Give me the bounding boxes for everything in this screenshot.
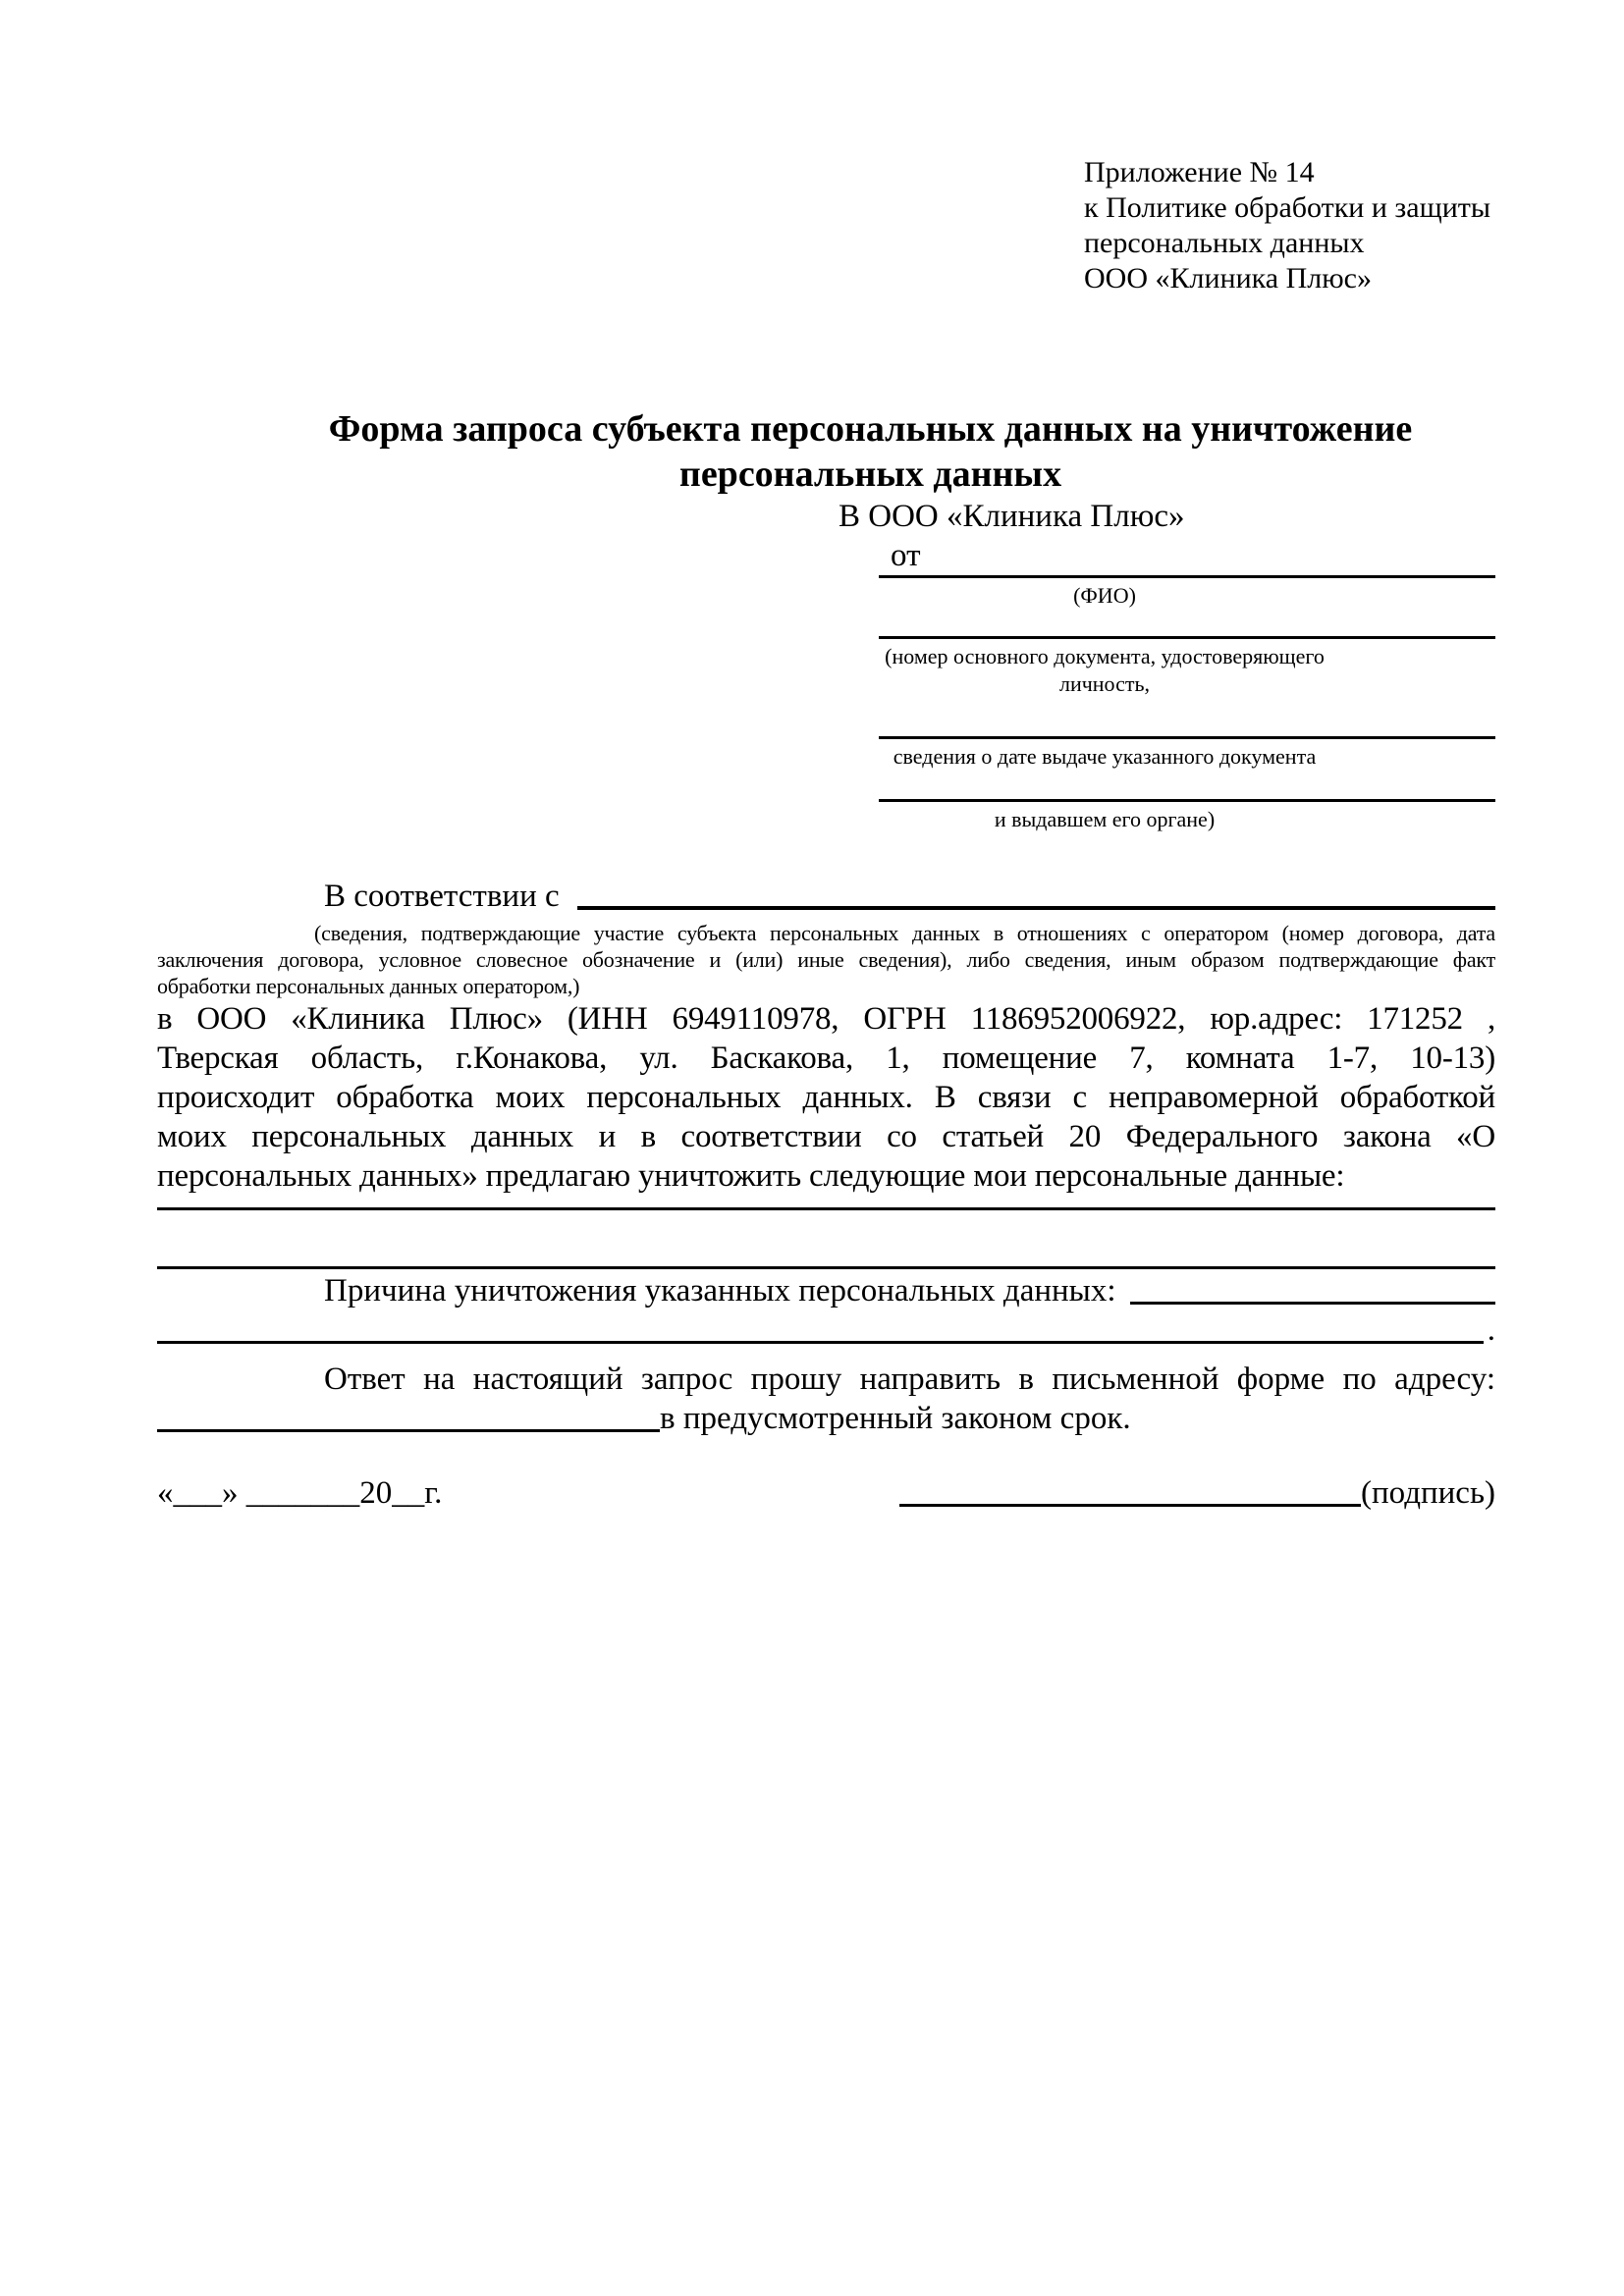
issuing-authority-caption: и выдавшем его органе) bbox=[994, 807, 1216, 831]
form-title-line: персональных данных bbox=[678, 454, 1062, 495]
addressee-from-label: от bbox=[891, 538, 921, 573]
accordance-write-line bbox=[577, 877, 1495, 910]
reply-request-text: Ответ на настоящий запрос прошу направить в письменной форме по адресу: bbox=[324, 1362, 1495, 1397]
document-number-caption: (номер основного документа, удостоверяющего личность, bbox=[885, 644, 1325, 696]
body-paragraph-line: Тверская область, г.Конакова, ул. Баскакова, 1, помещение 7, комната 1-7, 10-13) bbox=[157, 1041, 1495, 1076]
accordance-row bbox=[157, 877, 1495, 916]
issue-date-field bbox=[879, 736, 1495, 771]
date-blank: «___» _______20__г. bbox=[157, 1475, 443, 1511]
form-title bbox=[157, 406, 1495, 497]
issuing-authority-field bbox=[879, 799, 1495, 833]
appendix-header-line: Приложение № 14 bbox=[1084, 156, 1315, 188]
reply-address-write-line bbox=[157, 1399, 660, 1432]
reply-suffix: в предусмотренный законом срок. bbox=[660, 1401, 1131, 1436]
issue-date-caption: сведения о дате выдаче указанного документа bbox=[893, 744, 1317, 769]
body-paragraph-line: происходит обработка моих персональных данных. В связи с неправомерной обработкой bbox=[157, 1080, 1495, 1115]
accordance-note-line: обработки персональных данных оператором,) bbox=[157, 974, 580, 998]
addressee-organization: В ООО «Клиника Плюс» bbox=[839, 499, 1185, 534]
accordance-note-line: (сведения, подтверждающие участие субъекта персональных данных в отношениях с оператором (номер договора, дата bbox=[314, 921, 1495, 945]
body-paragraph-line: в ООО «Клиника Плюс» (ИНН 6949110978, ОГРН 1186952006922, юр.адрес: 171252 , bbox=[157, 1001, 1495, 1037]
sentence-period: . bbox=[1487, 1312, 1495, 1348]
reason-write-line bbox=[157, 1310, 1484, 1344]
signature-caption: (подпись) bbox=[1361, 1475, 1495, 1511]
body-paragraph-line: персональных данных» предлагаю уничтожить следующие мои персональные данные: bbox=[157, 1158, 1345, 1194]
reason-continuation-row bbox=[157, 1310, 1495, 1350]
appendix-header-line: персональных данных bbox=[1084, 227, 1365, 259]
accordance-note bbox=[157, 920, 1495, 999]
body-paragraph-line: моих персональных данных и в соответствии со статьей 20 Федерального закона «О bbox=[157, 1119, 1495, 1154]
personal-data-write-line bbox=[157, 1196, 1495, 1210]
fio-caption: (ФИО) bbox=[1073, 583, 1136, 608]
date-signature-row bbox=[157, 1473, 1495, 1513]
reason-write-line bbox=[1130, 1271, 1495, 1305]
reply-address-row bbox=[157, 1399, 1495, 1438]
reason-label: Причина уничтожения указанных персональных данных: bbox=[324, 1273, 1116, 1308]
personal-data-write-line bbox=[157, 1210, 1495, 1269]
accordance-prefix: В соответствии с bbox=[324, 879, 560, 914]
appendix-header bbox=[1084, 0, 1495, 296]
fio-field bbox=[879, 575, 1495, 610]
body-paragraph bbox=[157, 999, 1495, 1196]
form-title-line: Форма запроса субъекта персональных данных на уничтожение bbox=[328, 408, 1413, 450]
appendix-header-line: к Политике обработки и защиты bbox=[1084, 191, 1491, 224]
appendix-header-line: ООО «Клиника Плюс» bbox=[1084, 262, 1372, 294]
signature-write-line bbox=[899, 1473, 1361, 1507]
accordance-note-line: заключения договора, условное словесное обозначение и (или) иные сведения), либо сведения, иным образом подтверждающие факт bbox=[157, 947, 1495, 972]
reason-row bbox=[157, 1271, 1495, 1310]
signature-field bbox=[899, 1473, 1495, 1513]
document-number-field bbox=[879, 636, 1495, 698]
